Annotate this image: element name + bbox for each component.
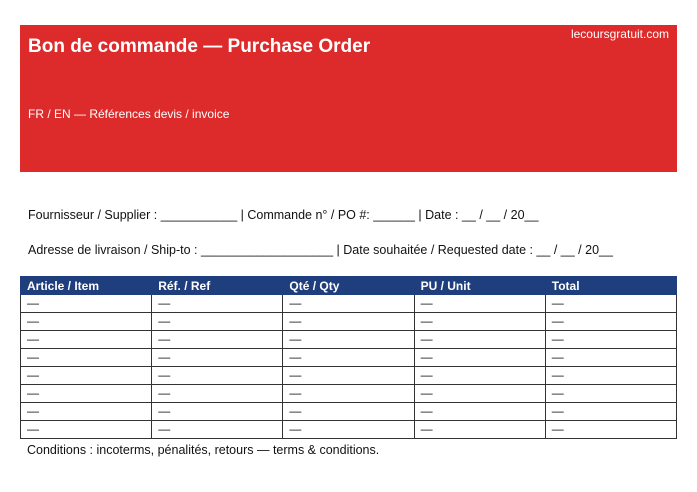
cell-ref[interactable]: —: [152, 313, 283, 331]
cell-total[interactable]: —: [545, 421, 676, 439]
cell-unit-price[interactable]: —: [414, 313, 545, 331]
cell-qty[interactable]: —: [283, 295, 414, 313]
column-header-unit-price: PU / Unit: [414, 277, 545, 295]
cell-ref[interactable]: —: [152, 331, 283, 349]
cell-total[interactable]: —: [545, 403, 676, 421]
cell-unit-price[interactable]: —: [414, 403, 545, 421]
conditions-note: Conditions : incoterms, pénalités, retours — terms & conditions.: [27, 443, 380, 457]
column-header-total: Total: [545, 277, 676, 295]
cell-article[interactable]: —: [21, 313, 152, 331]
cell-total[interactable]: —: [545, 367, 676, 385]
supplier-po-date-line: Fournisseur / Supplier : ___________ | Commande n° / PO #: ______ | Date : __ / __ / 20__: [28, 208, 539, 222]
cell-article[interactable]: —: [21, 421, 152, 439]
cell-total[interactable]: —: [545, 295, 676, 313]
cell-total[interactable]: —: [545, 385, 676, 403]
table-row: [21, 313, 677, 331]
cell-unit-price[interactable]: —: [414, 349, 545, 367]
cell-ref[interactable]: —: [152, 295, 283, 313]
cell-qty[interactable]: —: [283, 313, 414, 331]
cell-article[interactable]: —: [21, 367, 152, 385]
table-row: [21, 421, 677, 439]
table-row: [21, 385, 677, 403]
cell-ref[interactable]: —: [152, 403, 283, 421]
cell-qty[interactable]: —: [283, 385, 414, 403]
cell-total[interactable]: —: [545, 349, 676, 367]
table-row: [21, 331, 677, 349]
cell-total[interactable]: —: [545, 313, 676, 331]
cell-article[interactable]: —: [21, 349, 152, 367]
cell-ref[interactable]: —: [152, 421, 283, 439]
cell-total[interactable]: —: [545, 331, 676, 349]
cell-unit-price[interactable]: —: [414, 295, 545, 313]
cell-unit-price[interactable]: —: [414, 367, 545, 385]
cell-qty[interactable]: —: [283, 367, 414, 385]
cell-article[interactable]: —: [21, 403, 152, 421]
shipto-requested-date-line: Adresse de livraison / Ship-to : ___________________ | Date souhaitée / Requested date : __ / __ / 20__: [28, 243, 613, 257]
table-row: [21, 295, 677, 313]
cell-ref[interactable]: —: [152, 367, 283, 385]
brand-link[interactable]: lecoursgratuit.com: [570, 27, 669, 41]
cell-unit-price[interactable]: —: [414, 385, 545, 403]
items-table: [20, 276, 677, 439]
document-title: Bon de commande — Purchase Order: [28, 36, 371, 57]
items-table-header-row: [21, 277, 677, 295]
document-subtitle: FR / EN — Références devis / invoice: [28, 107, 230, 121]
cell-ref[interactable]: —: [152, 385, 283, 403]
cell-article[interactable]: —: [21, 331, 152, 349]
cell-unit-price[interactable]: —: [414, 331, 545, 349]
column-header-qty: Qté / Qty: [283, 277, 414, 295]
table-row: [21, 367, 677, 385]
cell-ref[interactable]: —: [152, 349, 283, 367]
column-header-ref: Réf. / Ref: [152, 277, 283, 295]
cell-qty[interactable]: —: [283, 421, 414, 439]
cell-article[interactable]: —: [21, 295, 152, 313]
column-header-article: Article / Item: [21, 277, 152, 295]
items-table-body: [21, 295, 677, 439]
cell-qty[interactable]: —: [283, 403, 414, 421]
cell-qty[interactable]: —: [283, 349, 414, 367]
table-row: [21, 403, 677, 421]
header-banner: [20, 25, 677, 172]
cell-article[interactable]: —: [21, 385, 152, 403]
table-row: [21, 349, 677, 367]
cell-qty[interactable]: —: [283, 331, 414, 349]
cell-unit-price[interactable]: —: [414, 421, 545, 439]
